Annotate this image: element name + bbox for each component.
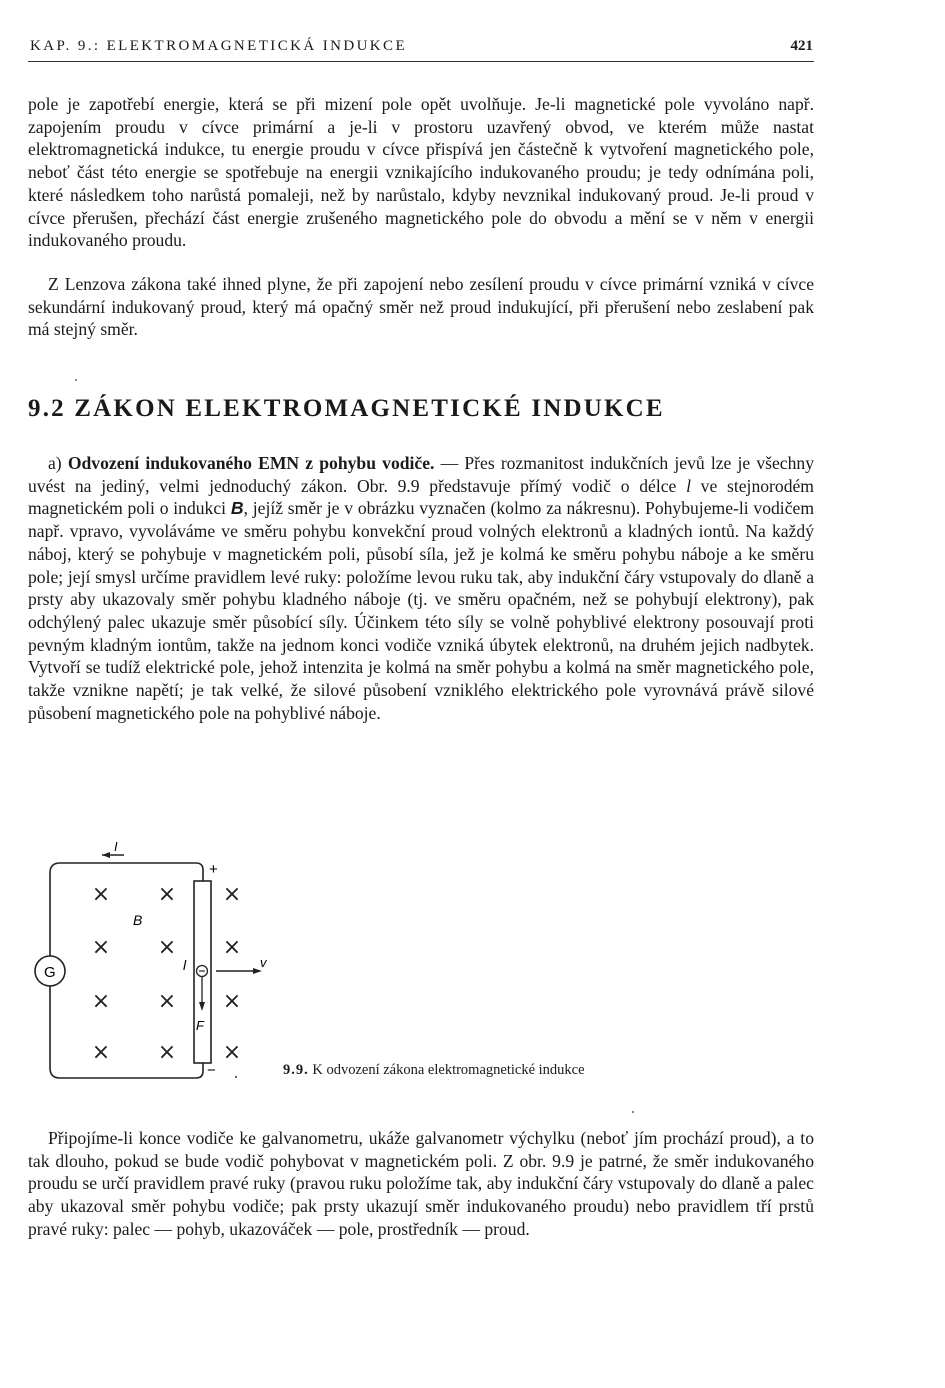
text-run: — Přes rozmanitost indukčních jevů lze je všechny uvést na jediný, velmi jednoduchý zákon. Obr. 9.9 představuje přímý vodič o délce xyxy=(28,453,814,496)
field-cross-icon: × xyxy=(157,935,177,960)
field-crosses xyxy=(92,882,241,1065)
subsection-label: a) xyxy=(48,453,68,473)
field-cross-icon: × xyxy=(157,1040,177,1065)
current-arrowhead-icon xyxy=(102,852,110,858)
current-label: I xyxy=(114,839,118,854)
field-cross-icon: × xyxy=(222,935,242,960)
velocity-label: v xyxy=(260,955,267,970)
field-label: B xyxy=(133,912,143,928)
figure-caption xyxy=(283,1062,585,1079)
length-label: l xyxy=(183,957,187,973)
paragraph-derivation xyxy=(28,452,814,724)
plus-sign: + xyxy=(209,861,218,878)
force-label: F xyxy=(196,1018,204,1033)
paragraph-text: pole je zapotřebí energie, která se při mizení pole opět uvolňuje. Je-li magnetické pole vyvoláno např. zapojením proudu v cívce primární a je-li v prostoru uzavřený obvod, ve kterém může nastat elektromagnetická indukce, tu energie proudu v cívce přispívá jen částečně k vytvoření magnetického pole, neboť část této energie se spotřebuje na energii vznikajícího indukovaného proudu; je tedy odnímána poli, které následkem toho narůstá pomaleji, než by narůstalo, kdyby nevznikal indukovaný proud. Je-li proud v cívce přerušen, přechází část energie zrušeného magnetického pole do obvodu a mění se v něm v energii indukovaného proudu. xyxy=(28,94,814,251)
subsection-title: Odvození indukovaného EMN z pohybu vodiče. xyxy=(67,453,435,473)
minus-sign: − xyxy=(207,1062,216,1079)
page-number: 421 xyxy=(790,38,813,54)
induction-diagram xyxy=(0,836,945,1096)
symbol-B: B xyxy=(230,498,244,519)
paragraph-energy xyxy=(28,93,814,252)
field-cross-icon: × xyxy=(222,989,242,1014)
paragraph-text: Připojíme-li konce vodiče ke galvanometru, ukáže galvanometr výchylku (neboť jím prochází proud), a to tak dlouho, pokud se bude vodič pohybovat v magnetickém poli. Z obr. 9.9 je patrné, že směr indukovaného proudu se určí pravidlem pravé ruky (pravou ruku položíme tak, aby indukční čáry vstupovaly do dlaně a palec aby ukazoval směr pohybu vodiče; pak prsty ukazují směr indukovaného proudu) nebo pravidlem tří prstů pravé ruky: palec — pohyb, ukazováček — pole, prostředník — proud. xyxy=(28,1128,814,1239)
print-speck xyxy=(235,1076,237,1078)
field-cross-icon: × xyxy=(91,1040,111,1065)
paragraph-galvanometer xyxy=(28,1127,814,1241)
paragraph-text xyxy=(28,452,814,724)
wire-to-rod-bottom xyxy=(196,1063,203,1078)
field-cross-icon: × xyxy=(91,989,111,1014)
field-cross-icon: × xyxy=(222,1040,242,1065)
figure-9-9 xyxy=(0,836,945,1096)
text-run: ve stejnorodém magnetickém poli o indukci xyxy=(28,475,814,519)
field-cross-icon: × xyxy=(222,882,242,907)
print-speck xyxy=(632,1111,634,1113)
section-heading: 9.2 ZÁKON ELEKTROMAGNETICKÉ INDUKCE xyxy=(28,395,665,422)
symbol-l: l xyxy=(686,475,691,496)
print-speck xyxy=(75,379,77,381)
field-cross-icon: × xyxy=(157,989,177,1014)
figure-caption-text: K odvození zákona elektromagnetické indukce xyxy=(308,1062,585,1078)
header-rule xyxy=(28,61,814,62)
figure-number: 9.9. xyxy=(283,1062,309,1078)
paragraph-lenz xyxy=(28,273,814,341)
running-header-title: KAP. 9.: ELEKTROMAGNETICKÁ INDUKCE xyxy=(30,38,408,54)
galvanometer-label: G xyxy=(44,964,56,981)
paragraph-text: Z Lenzova zákona také ihned plyne, že při zapojení nebo zesílení proudu v cívce primární vzniká v cívce sekundární indukovaný proud, který má opačný směr než proud indukující, při přerušení nebo zeslabení pak má stejný směr. xyxy=(28,274,814,340)
field-cross-icon: × xyxy=(157,882,177,907)
field-cross-icon: × xyxy=(91,882,111,907)
wire-to-rod-top xyxy=(196,863,203,881)
field-cross-icon: × xyxy=(91,935,111,960)
text-run: , jejíž směr je v obrázku vyznačen (kolmo za nákresnu). Pohybujeme-li vodičem např. vpravo, vyvoláváme ve směru pohybu konvekční proud volných elektronů a kladných iontů. Na každý náboj, který se pohybuje v magnetickém poli, působí síla, jež je kolmá ke směru pohybu náboje a ke směru pole; její smysl určíme pravidlem levé ruky: položíme levou ruku tak, aby indukční čáry vstupovaly do dlaně a prsty aby ukazovaly směr pohybu kladného náboje (tj. ve směru opačném, než se pohybují elektrony), pak odchýlený palec ukazuje směr působící síly. Účinkem této síly se volně pohyblivé elektrony posouvají proti pevným kladným iontům, takže na jednom konci vodiče vzniká úbytek elektronů, na druhém jejich nadbytek. Vytvoří se tudíž elektrické pole, jehož intenzita je kolmá na směr pohybu a kolmá na směr magnetického pole, takže vznikne napětí; je tak velké, že silové působení vzniklého elektrického pole vyrovnává právě silové působení magnetického pole na pohyblivé náboje. xyxy=(28,498,814,723)
